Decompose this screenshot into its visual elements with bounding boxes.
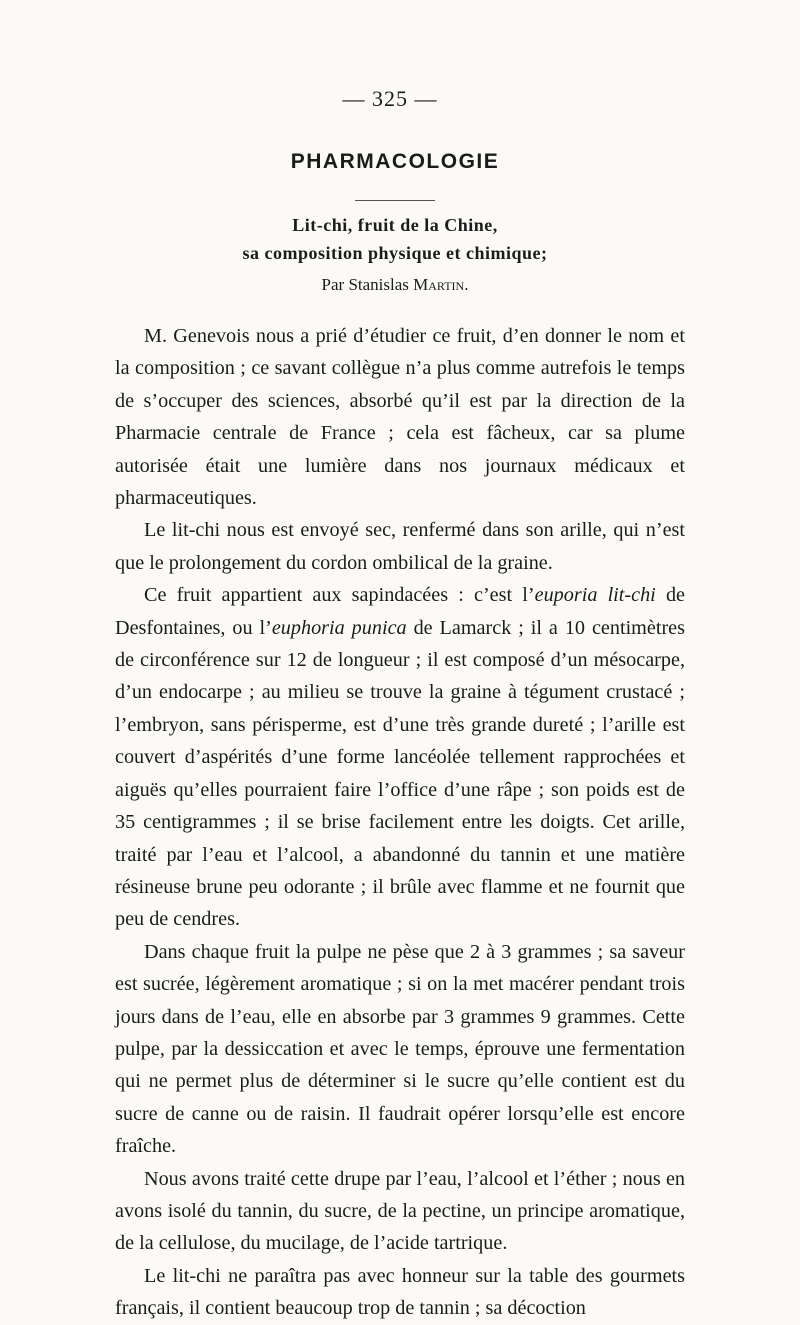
author-name: Martin.	[413, 275, 469, 294]
paragraph-text: de Lamarck ; il a 10 centimètres de circonférence sur 12 de longueur ; il est composé d’un mésocarpe, d’un endocarpe ; au milieu se trouve la graine à tégument crustacé ; l’embryon, sans périsperme, est d’une très grande dureté ; l’arille est couvert d’aspérités d’une forme lancéolée tellement rapprochées et aiguës qu’elles pourraient faire l’office d’une râpe ; son poids est de 35 centigrammes ; il se brise facilement entre les doigts. Cet arille, traité par l’eau et l’alcool, a abandonné du tannin et une matière résineuse brune peu odorante ; il brûle avec flamme et ne fournit que peu de cendres.	[115, 616, 685, 931]
article-title-line-2: sa composition physique et chimique;	[242, 243, 548, 263]
page-number: — 325 —	[342, 86, 438, 111]
article-title-line-1: Lit-chi, fruit de la Chine,	[292, 215, 498, 235]
paragraph-text: de Desfontaines, ou l’	[115, 584, 685, 639]
paragraph-text: Dans chaque fruit la pulpe ne pèse que 2 à 3 grammes ; sa saveur est sucrée, légèrement aromatique ; si on la met macérer pendant trois jours dans de l’eau, elle en absorbe par 3 grammes 9 grammes. Cette pulpe, par la dessiccation et avec le temps, éprouve une fermentation qui ne permet plus de déterminer si le sucre qu’elle contient est du sucre de canne ou de raisin. Il faudrait opérer lorsqu’elle est encore fraîche.	[115, 940, 685, 1158]
body-paragraph	[115, 1260, 685, 1325]
italic-term: euporia lit-chi	[534, 584, 656, 607]
paragraph-text: Nous avons traité cette drupe par l’eau, l’alcool et l’éther ; nous en avons isolé du tannin, du sucre, de la pectine, un principe aromatique, de la cellulose, du mucilage, de l’acide tartrique.	[115, 1167, 685, 1255]
article-body	[115, 320, 685, 1325]
paragraph-text: Le lit-chi nous est envoyé sec, renfermé dans son arille, qui n’est que le prolongement du cordon ombilical de la graine.	[115, 519, 685, 574]
body-paragraph	[115, 1163, 685, 1260]
paragraph-text: Le lit-chi ne paraîtra pas avec honneur sur la table des gourmets français, il contient beaucoup trop de tannin ; sa décoction	[115, 1264, 685, 1320]
body-paragraph	[115, 936, 685, 1163]
author-line	[0, 275, 790, 295]
paragraph-text: M. Genevois nous a prié d’étudier ce fruit, d’en donner le nom et la composition ; ce savant collègue n’a plus comme autrefois le temps de s’occuper des sciences, absorbé qu’il est par la direction de la Pharmacie centrale de France ; cela est fâcheux, car sa plume autorisée était une lumière dans nos journaux médicaux et pharmaceutiques.	[115, 325, 685, 510]
paragraph-text: Ce fruit appartient aux sapindacées : c’est l’	[144, 584, 535, 607]
body-paragraph	[115, 579, 685, 935]
title-divider	[355, 200, 435, 201]
body-paragraph	[115, 514, 685, 579]
italic-term: euphoria punica	[271, 616, 407, 639]
body-paragraph	[115, 320, 685, 514]
author-prefix: Par Stanislas	[321, 275, 414, 294]
section-heading: PHARMACOLOGIE	[290, 150, 500, 173]
